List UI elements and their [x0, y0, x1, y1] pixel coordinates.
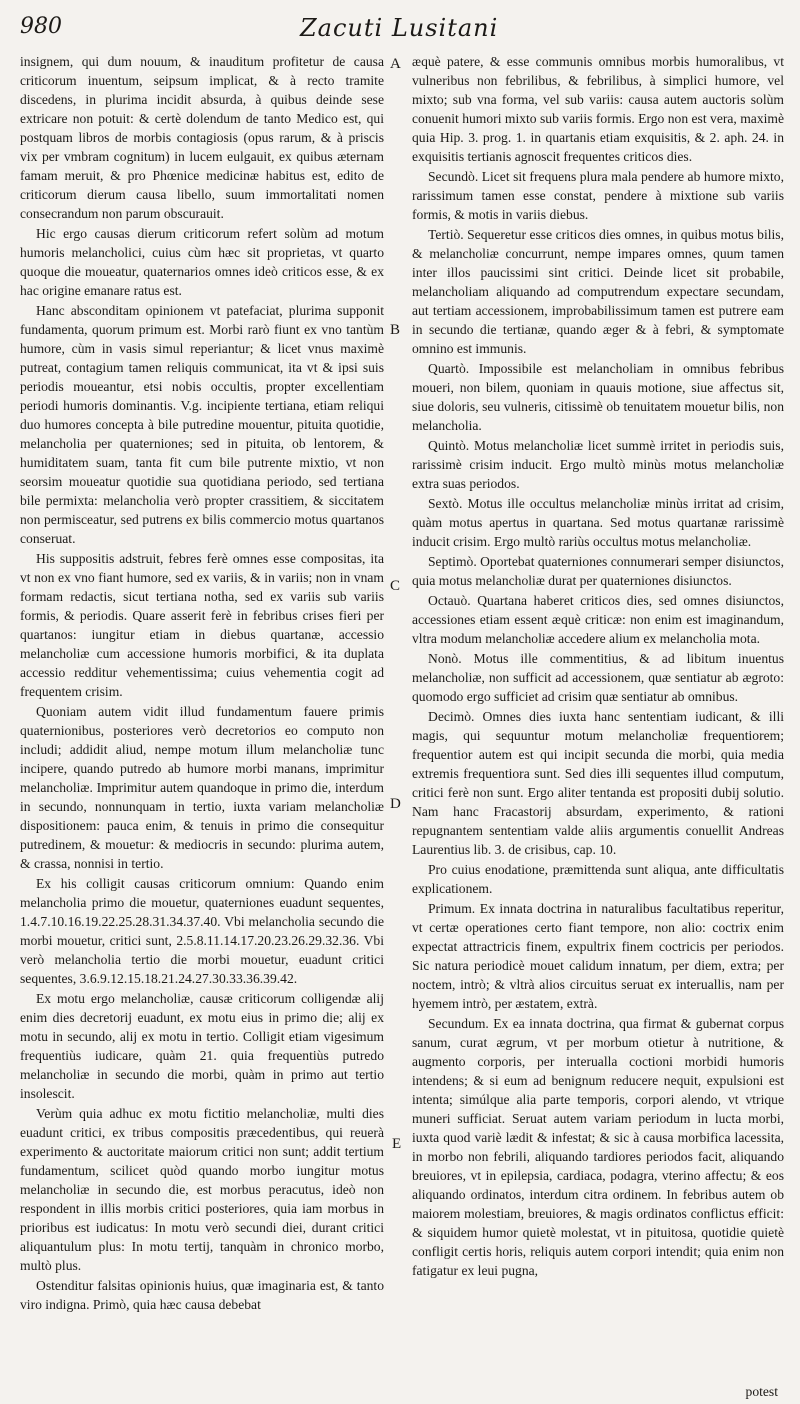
- margin-letter-e: E: [392, 1136, 402, 1152]
- paragraph: Nonò. Motus ille commentitius, & ad libitum inuentus melancholiæ, non sufficit ad accessionem, quæ sentiatur ab ægroto: quomodo ergo sufficiet ad crisim quæ sentiatur ab omnibus.: [412, 651, 784, 704]
- paragraph: Sextò. Motus ille occultus melancholiæ minùs irritat ad crisim, quàm motus apertus in quartana. Sed motus quartanæ rarissimè inducit crisim. Ergo multò rariùs occultus motus melancholiæ.: [412, 496, 784, 549]
- paragraph: Quartò. Impossibile est melancholiam in omnibus febribus moueri, non bilem, quoniam in quauis motione, siue affectus sit, siue doloris, seu vulneris, citissimè ob tenuitatem mouetur bilis, non melancholia.: [412, 361, 784, 433]
- page-header: [0, 0, 800, 52]
- paragraph: Decimò. Omnes dies iuxta hanc sententiam iudicant, & illi magis, qui sequuntur motum melancholiæ frequentiorem; frequentior autem est qui incipit secunda die morbi, quia media extremis frequentiora sunt. Sed dies illi sequentes illud computum, critici ferè non sunt. Ergo aliter tentanda est propositi dubij solutio. Nam hanc Fracastorij absurdam, experimento, & rationi repugnantem sententiam valde aliis argumentis conuellit Andreas Laurentius lib. 3. de crisibus, cap. 10.: [412, 709, 784, 857]
- paragraph: Secundò. Licet sit frequens plura mala pendere ab humore mixto, rarissimum tamen esse constat, pendere à mixtione sub variis formis, & motis in variis diebus.: [412, 169, 784, 222]
- paragraph: Primum. Ex innata doctrina in naturalibus facultatibus reperitur, vt certæ operationes certo fiant tempore, non alio: coctrix enim expectat attractricis finem, expultrix finem coctricis per periodos. Sic natura periodicè mouet calidum innatum, per diem, extra; per noctem, intrò; & vltrà alios circuitus seruat ex interuallis, nam per hyemem intrò, per æstatem, extrà.: [412, 901, 784, 1011]
- paragraph: Secundum. Ex ea innata doctrina, qua firmat & gubernat corpus sanum, curat ægrum, vt per morbum otietur à nutritione, & augmento corporis, per interualla coctioni morbidi humoris intendens; & si eum ad benignum reducere nequit, expulsioni est intenta; simúlque alia parte temporis, corpori alendo, vt vtrique muneri sufficiat. Seruat autem variam periodum in lucta morbi, iuxta quod variè lædit & infestat; & sic à causa morbifica lacessita, in morbo non febrili, aliquando tardiores periodos facit, aliquando breuiores, vt in epilepsia, cardiaca, podagra, vterino affectu; & eos aliquando ordinatos, interdum citra ordinem. In febribus autem ob maiorem molestiam, breuiores, & magis ordinatos conflictus efficit: & siquidem humor quietè molestat, vt in pituitosa, quotidie quietè confligit certis horis, reliquis autem corpori intendit; quia enim non fatigatur ex leui pugna,: [412, 1016, 784, 1278]
- paragraph: Ex motu ergo melancholiæ, causæ criticorum colligendæ alij enim dies decretorij euadunt, ex motu eius in primo die; alij ex motu in secundo, alij ex motu in tertio. Colligit etiam vigesimum frequentiùs iudicare, quàm 21. quia frequentiùs putredo melancholiæ in secundo die morbi, quàm in primo aut tertio insolescit.: [20, 991, 384, 1101]
- margin-letter-a: A: [390, 56, 401, 72]
- paragraph: Ex his colligit causas criticorum omnium: Quando enim melancholia primo die mouetur, quaterniones euadunt sequentes, 1.4.7.10.16.19.22.25.28.31.34.37.40. Vbi melancholia secundo die morbi mouetur, critici sunt, 2.5.8.11.14.17.20.23.26.29.32.36. Vbi verò melancholia tertio die morbi mouetur, euadunt critici sequentes, 3.6.9.12.15.18.21.24.27.30.33.36.39.42.: [20, 876, 384, 986]
- paragraph: Hic ergo causas dierum criticorum refert solùm ad motum humoris melancholici, cuius cùm hæc sit proprietas, vt quarto quoque die moueatur, quaternarios omnes ideò criticos esse, & ex hac origine emanare ratus est.: [20, 226, 384, 298]
- paragraph: æquè patere, & esse communis omnibus morbis humoralibus, vt vulneribus non febrilibus, & febrilibus, à simplici humore, vel mixto; sub vna forma, vel sub variis: causa autem auctoris solùm conuenit humori mixto sub variis formis. Ergo non est vera, maximè quia Hip. 3. prog. 1. in quartanis etiam exquisitis, & 2. aph. 24. in exquisitis tertianis agnoscit frequentes criticos dies.: [412, 54, 784, 164]
- paragraph: Tertiò. Sequeretur esse criticos dies omnes, in quibus motus bilis, & melancholiæ concurrunt, nempe impares omnes, quum tamen inter illos paucissimi sint critici. Deinde licet sit probabile, melancholiam aliquando ad computrendum expectare secundam, aut tertiam accessionem, improbabilissimum tamen est putrere eam in secundo die tertianæ, quando æger & à febri, & symptomate omnino est immunis.: [412, 227, 784, 356]
- margin-letter-d: D: [390, 796, 401, 812]
- running-title: Zacuti Lusitani: [300, 14, 499, 42]
- paragraph: Octauò. Quartana haberet criticos dies, sed omnes disiunctos, accessiones etiam essent æquè criticæ: non enim est imaginandum, vltra modum melancholiæ accedere alium ex melancholia mota.: [412, 593, 784, 646]
- margin-letter-b: B: [390, 322, 401, 338]
- paragraph: Septimò. Oportebat quaterniones connumerari semper disiunctos, quia motus melancholiæ durat per quaterniones disiunctos.: [412, 554, 784, 588]
- left-column: [20, 52, 384, 1396]
- paragraph: Hanc absconditam opinionem vt patefaciat, plurima supponit fundamenta, quorum primum est. Morbi rarò fiunt ex vno tantùm humore, cùm in vasis simul reperiantur; & licet vnus maximè putreat, contagium tamen reliquis communicat, ita vt & ipsi suis periodis moueantur, etsi nobis occultis, propter excellentiam periodi humoris dominantis. V.g. incipiente tertiana, etiam reliqui duo humores concepta à bile putredine mouentur, pituita quotidie, melancholia per quaterniones; sed in pituita, ob lentorem, & humiditatem suam, tanta fit cum bile putrente mixtio, vt non seorsim moueatur quotidie sua quotidiana periodo, sed tertiana bile permixta: melancholia verò propter crassitiem, & siccitatem non permisceatur, sed putrens ex bilis commercio motus quartanos conseruat.: [20, 303, 384, 546]
- right-column: [412, 52, 784, 1396]
- paragraph: Pro cuius enodatione, præmittenda sunt aliqua, ante difficultatis explicationem.: [412, 862, 784, 896]
- paragraph: Quoniam autem vidit illud fundamentum fauere primis quaternionibus, posteriores verò decretorios eo computo non includi; addidit aliud, nempe motum illum melancholiæ tunc incipere, quando putredo ab humore morbi manans, imprimitur melancholiæ. Imprimitur autem quandoque in primo die, interdum in secundo, nonnunquam in tertio, iuxta variam melancholiæ dispositionem: pauca enim, & tenuis in primo die consequitur putredinem, & mouetur: & mediocris in secundo: plurima autem, & crassa, nonnisi in tertio.: [20, 704, 384, 871]
- catchword: potest: [745, 1384, 778, 1399]
- margin-letter-c: C: [390, 578, 401, 594]
- paragraph: insignem, qui dum nouum, & inauditum profitetur de causa criticorum inuentum, seipsum implicat, & à recto tramite discedens, in plurima incidit absurda, à quibus deinde sese extricare non potuit: & certè dolendum de tanto Medico est, qui postquam libros de morbis contagiosis (opus rarum, & à priscis vix per vmbram cognitum) in lucem eulgauit, ex quibus æternam famam meruit, & pro Phœnice medicinæ habitus est, edito de criticorum dierum causa libello, suum immortalitati nomen consecrandum non parum obscurauit.: [20, 54, 384, 221]
- paragraph: Quintò. Motus melancholiæ licet summè irritet in periodis suis, rarissimè crisim inducit. Ergo multò minùs motus melancholiæ extra suas periodos.: [412, 438, 784, 491]
- paragraph: His suppositis adstruit, febres ferè omnes esse compositas, ita vt non ex vno fiant humore, sed ex variis, & in variis; non in vnam formam redactis, sicut tertiana notha, sed ex variis sub variis formis, & periodis. Quare asserit ferè in febribus crises fieri per quartanos: iungitur etiam in diebus quartanæ, accessio melancholiæ cum accessione humoris morbifici, & ita duplata accessio redditur vehementissima; cuius vehementia cogit ad frequentem crisim.: [20, 551, 384, 699]
- page-number: 980: [20, 14, 62, 39]
- paragraph: Verùm quia adhuc ex motu fictitio melancholiæ, multi dies euadunt critici, ex tribus compositis præcedentibus, qui reuerà experimento & auctoritate maiorum critici non sunt; addit tertium fundamentum, scilicet quòd quando morbo iungitur motus melancholiæ in secundo die, est morbus peracutus, ideò non respondent in illis morbis critici posteriores, quia iam morbus in prioribus est iudicatus: In motu verò secundi diei, durant critici aliquantulum plus: In motu tertij, tanquàm in chronico morbo, multò plus.: [20, 1106, 384, 1273]
- paragraph: Ostenditur falsitas opinionis huius, quæ imaginaria est, & tanto viro indigna. Primò, quia hæc causa debebat: [20, 1278, 384, 1312]
